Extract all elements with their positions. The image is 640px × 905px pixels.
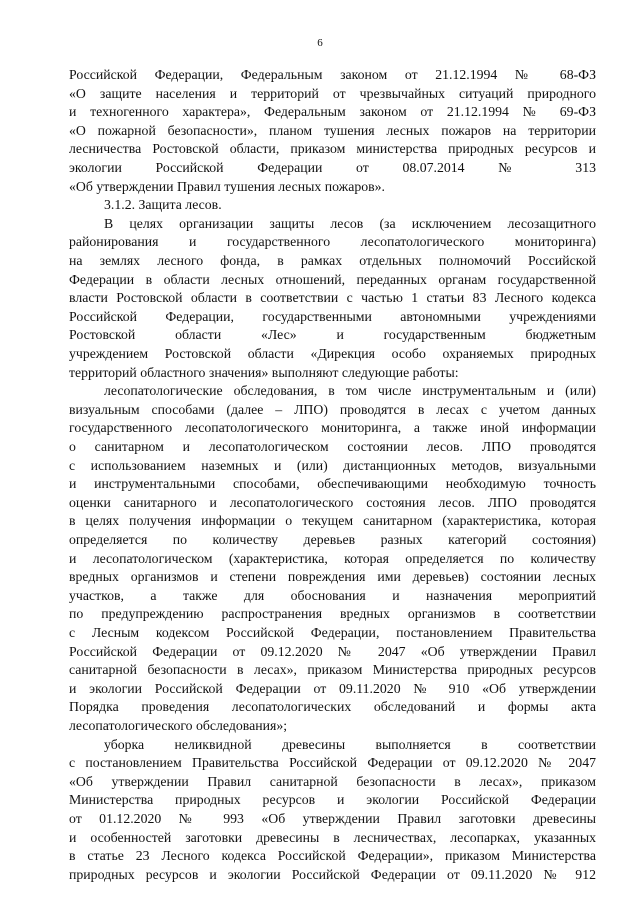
text-line: экологии Российской Федерации от 08.07.2014 № 313 — [69, 160, 596, 175]
text-line: природных ресурсов и экологии Российской Федерации от 09.11.2020 № 912 — [69, 866, 596, 882]
text-line: санитарной безопасности в лесах», приказом Министерства природных ресурсов — [69, 662, 596, 678]
text-line: в целях получения информации о текущем санитарном (характеристика, которая — [69, 513, 596, 529]
text-line: «О пожарной безопасности», планом тушения лесных пожаров на территории — [69, 122, 596, 138]
text-line: «Об утверждении Правил санитарной безопасности в лесах», приказом — [69, 773, 596, 789]
text-line: учреждением Ростовской области «Дирекция особо охраняемых природных — [69, 346, 596, 361]
text-line: визуальным способами (далее – ЛПО) проводятся в лесах с учетом данных — [69, 401, 596, 417]
text-line: лесопатологические обследования, в том числе инструментальным и (или) — [104, 383, 596, 399]
text-line: Министерства природных ресурсов и экологии Российской Федерации — [69, 792, 596, 808]
text-line: государственного лесопатологического мониторинга, а также иной информации — [69, 420, 596, 436]
page-number: 6 — [317, 37, 323, 49]
text-line: от 01.12.2020 № 993 «Об утверждении Правил заготовки древесины — [69, 811, 596, 826]
text-line: и техногенного характера», Федеральным законом от 21.12.1994 № 69-ФЗ — [69, 104, 596, 120]
text-line: о санитарном и лесопатологическом состоянии лесов. ЛПО проводятся — [69, 439, 596, 454]
text-line: Российской Федерации, Федеральным законом от 21.12.1994 № 68-ФЗ — [69, 67, 596, 82]
text-line: с использованием наземных и (или) дистанционных методов, визуальными — [69, 457, 596, 473]
text-line: лесничества Ростовской области, приказом министерства природных ресурсов и — [69, 141, 596, 157]
text-line: власти Ростовской области в соответствии с частью 1 статьи 83 Лесного кодекса — [69, 290, 596, 306]
text-line: Порядка проведения лесопатологических обследований и формы акта — [69, 699, 596, 715]
text-line: определяется по количеству деревьев разных категорий состояния) — [69, 532, 596, 547]
text-line: по предупреждению распространения вредных организмов в соответствии — [69, 606, 596, 622]
text-line: на землях лесного фонда, в рамках отдельных полномочий Российской — [69, 253, 596, 268]
text-line: и инструментальными способами, обеспечивающими необходимую точность — [69, 476, 596, 492]
text-line: В целях организации защиты лесов (за исключением лесозащитного — [104, 215, 596, 231]
text-line: и экологии Российской Федерации от 09.11.2020 № 910 «Об утверждении — [69, 680, 596, 696]
text-line: уборка неликвидной древесины выполняется в соответствии — [104, 736, 596, 752]
text-line: лесопатологического обследования»; — [69, 718, 288, 733]
text-line: «О защите населения и территорий от чрезвычайных ситуаций природного — [69, 85, 596, 101]
text-line: и лесопатологическом (характеристика, которая определяется по количеству — [69, 550, 596, 566]
text-line: районирования и государственного лесопатологического мониторинга) — [69, 234, 596, 250]
text-line: Российской Федерации, государственными автономными учреждениями — [69, 308, 596, 324]
text-line: Федерации в области лесных отношений, переданных органам государственной — [69, 271, 596, 287]
text-line: оценки санитарного и лесопатологического состояния лесов. ЛПО проводятся — [69, 494, 596, 510]
text-line: и особенностей заготовки древесины в лесничествах, лесопарках, указанных — [69, 829, 596, 845]
text-line: с постановлением Правительства Российской Федерации от 09.12.2020 № 2047 — [69, 755, 596, 771]
text-line: участков, а также для обоснования и назначения мероприятий — [69, 587, 596, 603]
text-line: 3.1.2. Защита лесов. — [104, 197, 222, 213]
text-line: с Лесным кодексом Российской Федерации, постановлением Правительства — [69, 625, 596, 640]
text-line: «Об утверждении Правил тушения лесных пожаров». — [69, 178, 385, 194]
text-line: территорий областного значения» выполняют следующие работы: — [69, 364, 459, 380]
text-line: вредных организмов и степени повреждения ими деревьев) состоянии лесных — [69, 569, 596, 585]
text-line: Российской Федерации от 09.12.2020 № 2047 «Об утверждении Правил — [69, 643, 596, 659]
text-line: Ростовской области «Лес» и государственным бюджетным — [69, 327, 596, 343]
text-line: в статье 23 Лесного кодекса Российской Федерации», приказом Министерства — [69, 848, 596, 864]
